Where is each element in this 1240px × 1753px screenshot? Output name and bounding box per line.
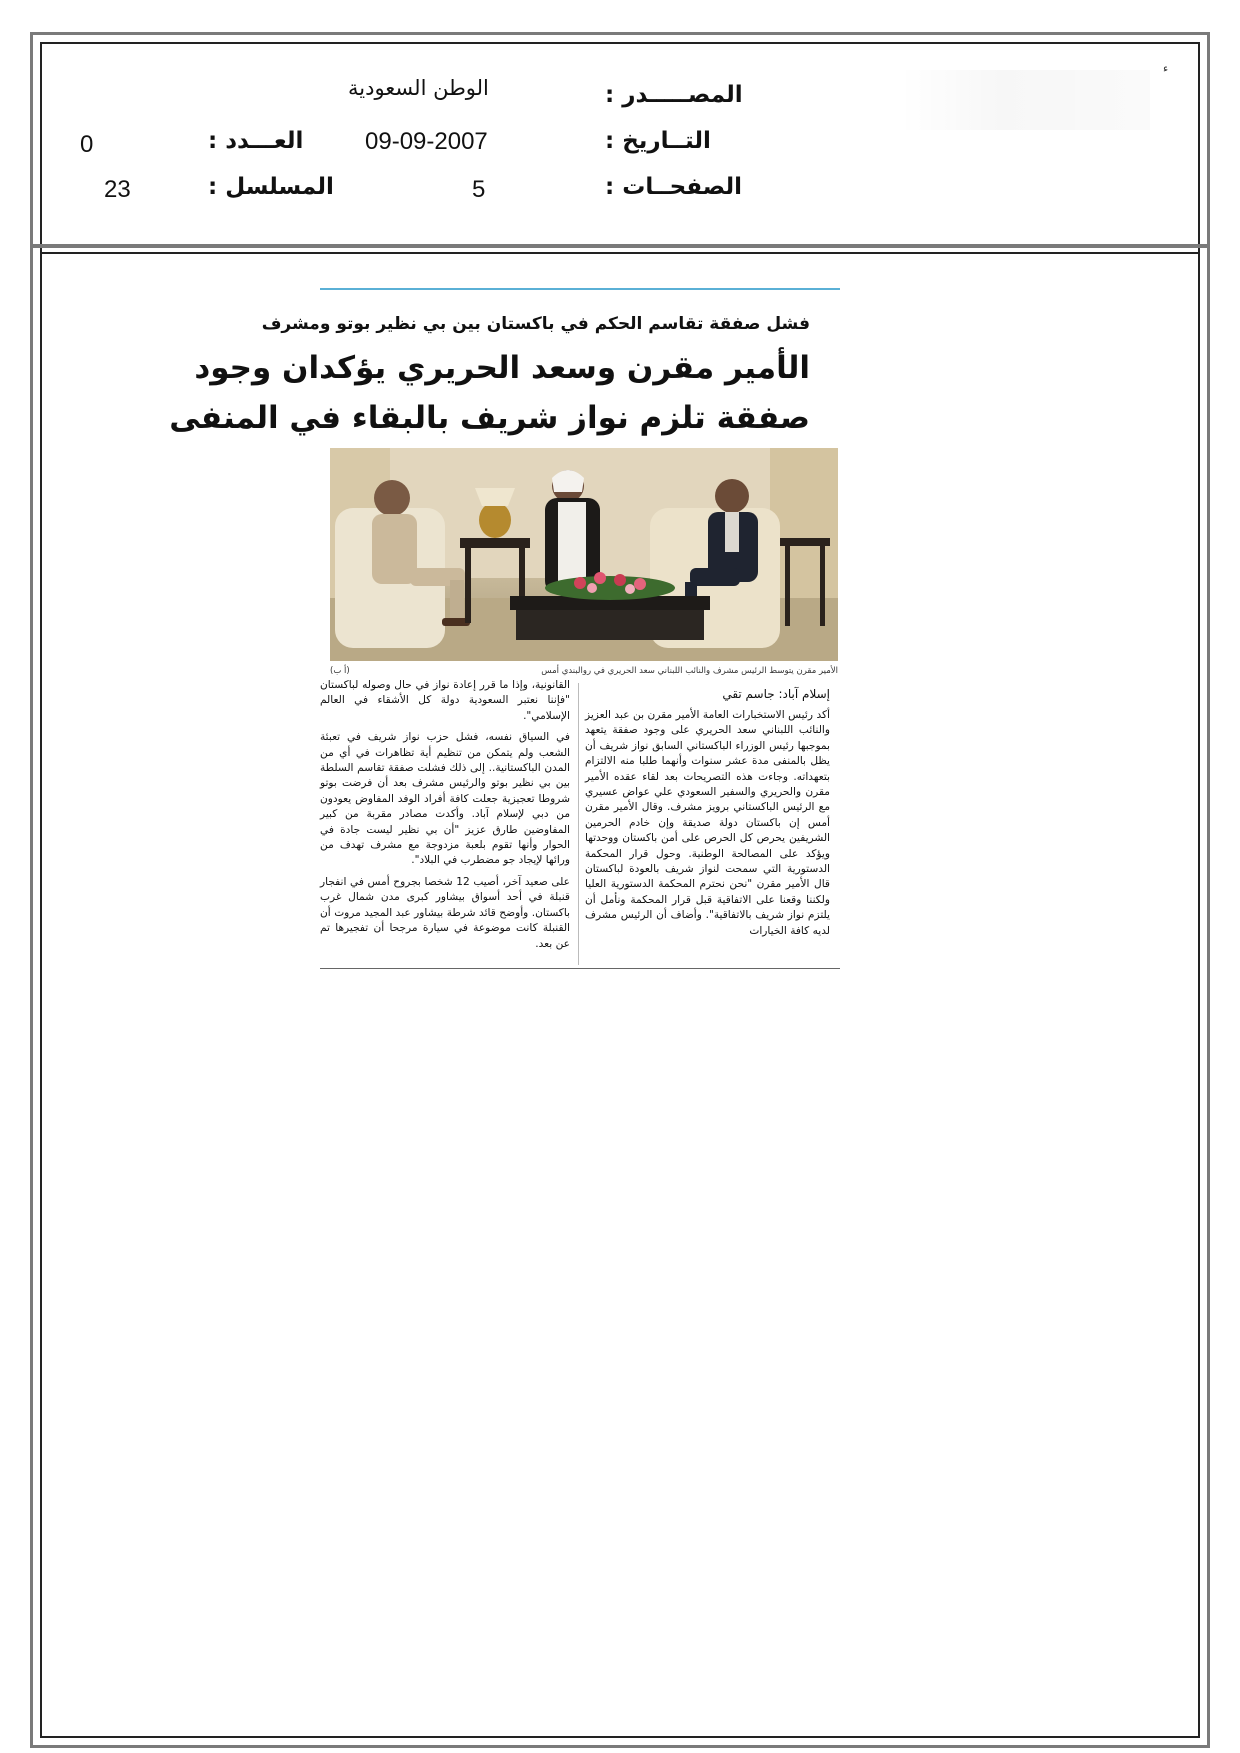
date-value: 09-09-2007 bbox=[365, 128, 488, 155]
article-kicker: فشل صفقة تقاسم الحكم في باكستان بين بي نظير بوتو ومشرف bbox=[261, 314, 810, 334]
header-separator-inner bbox=[40, 252, 1200, 254]
paragraph: في السياق نفسه، فشل حزب نواز شريف في تعبئة الشعب ولم يتمكن من تنظيم أية تظاهرات في أي من المدن الباكستانية.. إلى ذلك فشلت صفقة تقاسم السلطة بين بي نظير بوتو والرئيس مشرف بعد أن فرضت بوتو شروطا تعجيزية جعلت كافة أفراد الوفد المفاوض يعودون من دبي لإسلام آباد. وأكدت مصادر مقربة من كبير المفاوضين طارق عزيز "أن بي نظير ليست جادة في الحوار وأنها تقوم بلعبة مزدوجة مع مشرف تهدف من ورائها لإيجاد جو مضطرب في البلاد". bbox=[320, 731, 570, 867]
article-column-left bbox=[320, 678, 570, 958]
photo-illustration bbox=[330, 448, 838, 661]
photo-caption: الأمير مقرن يتوسط الرئيس مشرف والنائب اللبناني سعد الحريري في روالبندي أمس bbox=[541, 666, 838, 676]
source-label: المصـــــدر : bbox=[605, 82, 743, 108]
header-separator bbox=[30, 244, 1210, 248]
article-photo bbox=[330, 448, 838, 661]
photo-credit: (أ ب) bbox=[330, 666, 350, 676]
pages-value: 5 bbox=[472, 176, 486, 203]
headline-line-2: صفقة تلزم نواز شريف بالبقاء في المنفى bbox=[169, 400, 810, 436]
article-byline: إسلام آباد: جاسم تقي bbox=[722, 687, 830, 701]
column-divider bbox=[578, 683, 579, 965]
paragraph: القانونية، وإذا ما قرر إعادة نواز في حال وصوله لباكستان "فإننا نعتبر السعودية دولة كل الأشقاء في العالم الإسلامي". bbox=[320, 679, 570, 722]
pages-label: الصفحــات : bbox=[605, 174, 742, 200]
bottom-rule bbox=[320, 968, 840, 969]
issue-label: العـــدد : bbox=[208, 128, 304, 154]
top-rule bbox=[320, 288, 840, 290]
headline-line-1: الأمير مقرن وسعد الحريري يؤكدان وجود bbox=[194, 350, 810, 386]
source-value: الوطن السعودية bbox=[348, 76, 489, 100]
article-column-right bbox=[585, 708, 830, 945]
serial-label: المسلسل : bbox=[208, 174, 334, 200]
serial-value: 23 bbox=[104, 176, 131, 203]
issue-value: 0 bbox=[80, 131, 94, 158]
date-label: التــاريخ : bbox=[605, 128, 711, 154]
paragraph: أكد رئيس الاستخبارات العامة الأمير مقرن بن عبد العزيز والنائب اللبناني سعد الحريري على وجود صفقة يتعهد بموجبها رئيس الوزراء الباكستاني السابق نواز شريف أن يظل بالمنفى مدة عشر سنوات وأنهما طلبا منه الالتزام بتعهداته. وجاءت هذه التصريحات بعد لقاء عقده الأمير مقرن والحريري والسفير السعودي علي عواض عسيري مع الرئيس الباكستاني برويز مشرف. وقال الأمير مقرن أمس إن باكستان دولة صديقة وإن خادم الحرمين الشريفين يحرص كل الحرص على أمن باكستان ووحدتها ويؤكد على المصالحة الوطنية. وحول قرار المحكمة الدستورية التي سمحت لنواز شريف بالعودة لباكستان قال الأمير مقرن "نحن نحترم المحكمة الدستورية العليا ولكننا وقعنا على الاتفاقية قبل قرار المحكمة ونأمل أن يلتزم نواز شريف بالاتفاقية". وأضاف أن الرئيس مشرف لديه كافة الخيارات bbox=[585, 709, 830, 937]
corner-mark: ء bbox=[1163, 62, 1169, 75]
paragraph: على صعيد آخر، أصيب 12 شخصا بجروح أمس في انفجار قنبلة في أحد أسواق بيشاور كبرى مدن شمال غرب باكستان. وأوضح قائد شرطة بيشاور عبد المجيد مروت أن القنبلة كانت موضوعة في سيارة مرجحا أن تفجيرها تم عن بعد. bbox=[320, 875, 570, 950]
faint-logo-watermark bbox=[900, 70, 1150, 130]
article-clipping bbox=[169, 288, 840, 971]
